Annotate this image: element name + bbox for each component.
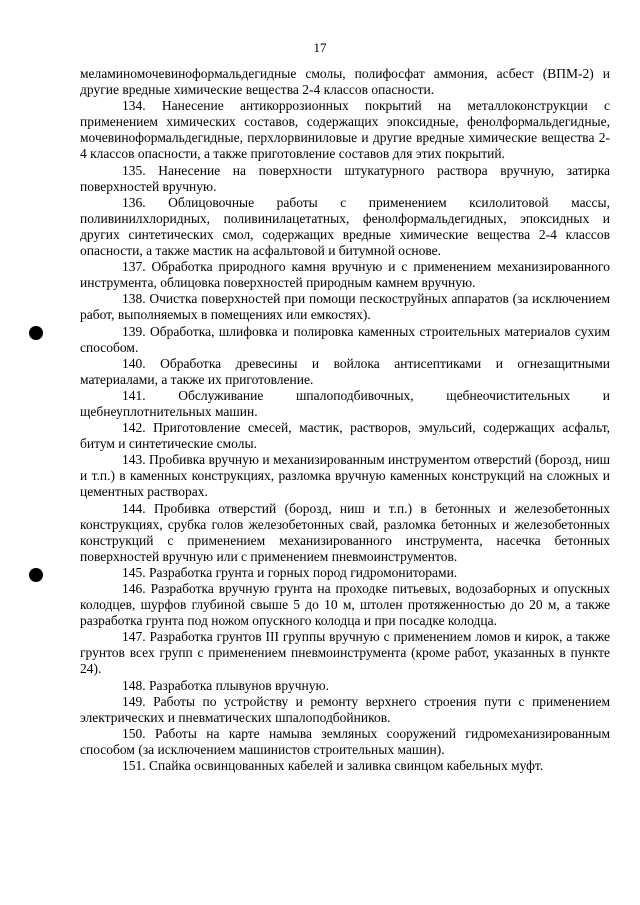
paragraph-item-143: 143. Пробивка вручную и механизированным инструментом отверстий (борозд, ниш и т.п.) в каменных конструкциях, разломка вручную каменных конструкций на сложных и цементных растворах. bbox=[80, 452, 610, 500]
punch-hole-mark bbox=[29, 568, 43, 582]
paragraph-continuation: меламиномочевиноформальдегидные смолы, полифосфат аммония, асбест (ВПМ-2) и другие вредные химические вещества 2-4 классов опасности. bbox=[80, 66, 610, 98]
paragraph-item-150: 150. Работы на карте намыва земляных сооружений гидромеханизированным способом (за исключением машинистов строительных машин). bbox=[80, 725, 610, 757]
punch-hole-mark bbox=[29, 326, 43, 340]
paragraph-item-148: 148. Разработка плывунов вручную. bbox=[122, 677, 329, 693]
paragraph-item-149: 149. Работы по устройству и ремонту верхнего строения пути с применением электрических и пневматических шпалоподбойников. bbox=[80, 693, 610, 725]
page-number: 17 bbox=[313, 40, 327, 55]
paragraph-item-140: 140. Обработка древесины и войлока антисептиками и огнезащитными материалами, а также их приготовление. bbox=[80, 355, 610, 387]
paragraph-item-137: 137. Обработка природного камня вручную и с применением механизированного инструмента, облицовка поверхностей природным камнем вручную. bbox=[80, 259, 610, 291]
paragraph-item-146: 146. Разработка вручную грунта на проходке питьевых, водозаборных и опускных колодцев, шурфов глубиной свыше 5 до 10 м, штолен протяженностью до 20 м, а также разработка грунта под ножом опускного колодца и при посадке колодца. bbox=[80, 581, 610, 629]
paragraph-item-139: 139. Обработка, шлифовка и полировка каменных строительных материалов сухим способом. bbox=[80, 323, 610, 355]
paragraph-item-141: 141. Обслуживание шпалоподбивочных, щебнеочистительных и щебнеуплотнительных машин. bbox=[80, 387, 610, 419]
paragraph-item-145: 145. Разработка грунта и горных пород гидромониторами. bbox=[122, 564, 458, 580]
paragraph-item-136: 136. Облицовочные работы с применением ксилолитовой массы, поливинилхлоридных, поливинилацетатных, фенолформальдегидных, эпоксидных и других синтетических смол, содержащих вредные химические вещества 2-4 классов опасности, а также мастик на асфальтовой и битумной основе. bbox=[80, 194, 610, 259]
document-body bbox=[80, 66, 610, 774]
paragraph-item-134: 134. Нанесение антикоррозионных покрытий на металлоконструкции с применением химических составов, содержащих эпоксидные, фенолформальдегидные, мочевиноформальдегидные, перхлорвиниловые и другие вредные химические вещества 2-4 классов опасности, а также приготовление составов для этих покрытий. bbox=[80, 98, 610, 162]
paragraph-item-151: 151. Спайка освинцованных кабелей и заливка свинцом кабельных муфт. bbox=[122, 758, 544, 774]
paragraph-item-142: 142. Приготовление смесей, мастик, растворов, эмульсий, содержащих асфальт, битум и синтетические смолы. bbox=[80, 420, 610, 452]
paragraph-item-144: 144. Пробивка отверстий (борозд, ниш и т.п.) в бетонных и железобетонных конструкциях, срубка голов железобетонных свай, разломка бетонных и железобетонных конструкций с применением механизированного инструмента, насечка бетонных поверхностей вручную или с применением пневмоинструментов. bbox=[80, 500, 610, 564]
paragraph-item-135: 135. Нанесение на поверхности штукатурного раствора вручную, затирка поверхностей вручную. bbox=[80, 162, 610, 194]
paragraph-item-138: 138. Очистка поверхностей при помощи пескоструйных аппаратов (за исключением работ, выполняемых в помещениях или емкостях). bbox=[80, 291, 610, 323]
paragraph-item-147: 147. Разработка грунтов III группы вручную с применением ломов и кирок, а также грунтов всех групп с применением пневмоинструмента (кроме работ, указанных в пункте 24). bbox=[80, 629, 610, 677]
